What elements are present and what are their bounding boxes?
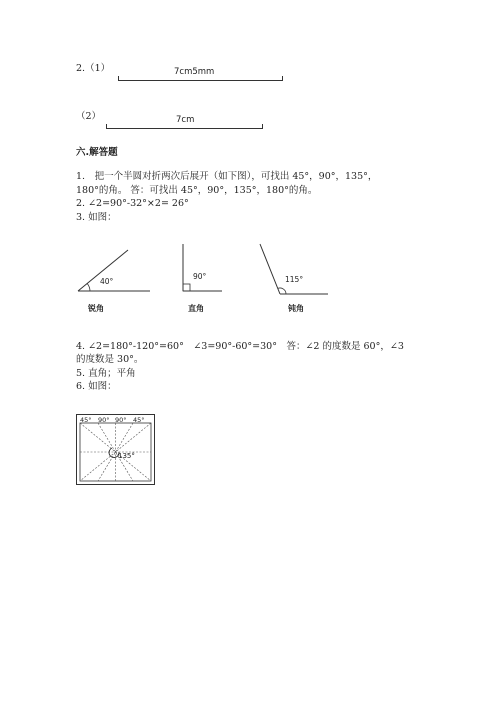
answer-4-line2: 的度数是 30°。 <box>76 354 144 365</box>
fold-label-45-left: 45° <box>80 416 92 424</box>
right-angle-value: 90° <box>193 272 207 281</box>
right-angle-figure <box>183 244 222 291</box>
segment2-line <box>106 128 263 129</box>
answer-3: 3. 如图： <box>76 212 117 223</box>
acute-angle-caption: 锐角 <box>88 304 104 313</box>
obtuse-angle-caption: 钝角 <box>288 304 304 313</box>
segment2-measure: 7cm <box>176 115 195 125</box>
segment1-left-tick <box>118 76 119 81</box>
fold-label-90-right: 90° <box>115 416 127 424</box>
acute-angle-figure <box>78 250 150 291</box>
fold-label-90-left: 90° <box>98 416 110 424</box>
answer-6: 6. 如图： <box>76 381 117 392</box>
segment2-left-tick <box>106 124 107 129</box>
fold-label-45-right: 45° <box>133 416 145 424</box>
section-title: 六.解答题 <box>76 147 118 158</box>
answer-2: 2. ∠2=90°-32°×2= 26° <box>76 198 189 209</box>
q2-item1-label: 2.（1） <box>76 63 111 74</box>
obtuse-angle-value: 115° <box>285 275 304 284</box>
answer-4-line1: 4. ∠2=180°-120°=60° ∠3=90°-60°=30° 答：∠2 的度数是 60°，∠3 <box>76 341 404 352</box>
fold-label-135: 135° <box>118 452 135 460</box>
right-angle-caption: 直角 <box>188 304 204 313</box>
folded-square-figure <box>76 414 156 486</box>
obtuse-angle-figure <box>260 244 328 294</box>
acute-angle-value: 40° <box>100 277 114 286</box>
segment2-right-tick <box>262 124 263 129</box>
answer-5: 5. 直角；平角 <box>76 368 136 379</box>
answer-1-line1: 1. 把一个半圆对折两次后展开（如下图），可找出 45°，90°，135°， <box>76 171 378 182</box>
answer-1-line2: 180°的角。 答：可找出 45°，90°，135°，180°的角。 <box>76 185 318 196</box>
segment1-measure: 7cm5mm <box>174 67 215 77</box>
q2-item2-label: （2） <box>76 111 102 122</box>
segment1-line <box>118 80 283 81</box>
segment1-right-tick <box>282 76 283 81</box>
